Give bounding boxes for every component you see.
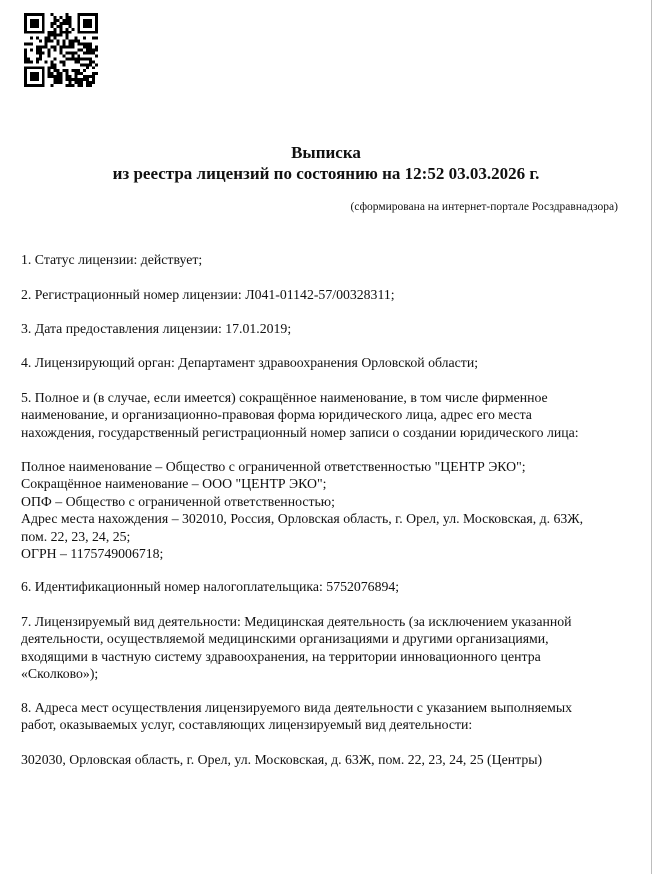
text-line: 7. Лицензируемый вид деятельности: Медицинская деятельность (за исключением указанной bbox=[21, 614, 572, 629]
ogrn: ОГРН – 1175749006718; bbox=[21, 546, 164, 562]
full-name: Полное наименование – Общество с ограниченной ответственностью "ЦЕНТР ЭКО"; bbox=[21, 459, 526, 474]
text-line: 8. Адреса мест осуществления лицензируемого вида деятельности с указанием выполняемых bbox=[21, 700, 573, 715]
licensing-authority: 4. Лицензирующий орган: Департамент здравоохранения Орловской области; bbox=[21, 355, 479, 370]
legal-entity-heading bbox=[21, 389, 579, 441]
legal-form: ОПФ – Общество с ограниченной ответственностью; bbox=[21, 493, 335, 509]
text-line: деятельности, осуществляемой медицинскими организациями и другими организациями, bbox=[21, 631, 549, 647]
registered-address: Адрес места нахождения – 302010, Россия, Орловская область, г. Орел, ул. Московская, д. 63Ж, bbox=[21, 511, 584, 527]
license-status: 1. Статус лицензии: действует; bbox=[21, 252, 203, 267]
document-title: Выписка bbox=[291, 143, 361, 162]
text-line: работ, оказываемых услуг, составляющих лицензируемый вид деятельности: bbox=[21, 717, 473, 733]
text-line: нахождения, государственный регистрационный номер записи о создании юридического лица: bbox=[21, 424, 579, 440]
text-line: 5. Полное и (в случае, если имеется) сокращённое наименование, в том числе фирменное bbox=[21, 390, 548, 405]
text-line: наименование, и организационно-правовая форма юридического лица, адрес его места bbox=[21, 407, 532, 423]
short-name: Сокращённое наименование – ООО "ЦЕНТР ЭКО"; bbox=[21, 476, 327, 492]
document-subtitle: из реестра лицензий по состоянию на 12:52 03.03.2026 г. bbox=[112, 164, 540, 183]
source-note: (сформирована на интернет-портале Росздравнадзора) bbox=[350, 201, 618, 213]
registered-address-cont: пом. 22, 23, 24, 25; bbox=[21, 528, 131, 544]
text-line: «Сколково»); bbox=[21, 666, 99, 682]
licensed-activity bbox=[21, 613, 572, 683]
activity-address: 302030, Орловская область, г. Орел, ул. Московская, д. 63Ж, пом. 22, 23, 24, 25 (Центры) bbox=[21, 752, 543, 767]
qr-code-icon bbox=[24, 13, 98, 87]
taxpayer-id: 6. Идентификационный номер налогоплательщика: 5752076894; bbox=[21, 579, 400, 594]
legal-entity-details bbox=[21, 458, 583, 562]
activity-addresses-heading bbox=[21, 699, 572, 734]
text-line: входящими в частную систему здравоохранения, на территории инновационного центра bbox=[21, 648, 541, 664]
license-registration-number: 2. Регистрационный номер лицензии: Л041-01142-57/00328311; bbox=[21, 287, 395, 302]
license-issue-date: 3. Дата предоставления лицензии: 17.01.2019; bbox=[21, 321, 292, 336]
